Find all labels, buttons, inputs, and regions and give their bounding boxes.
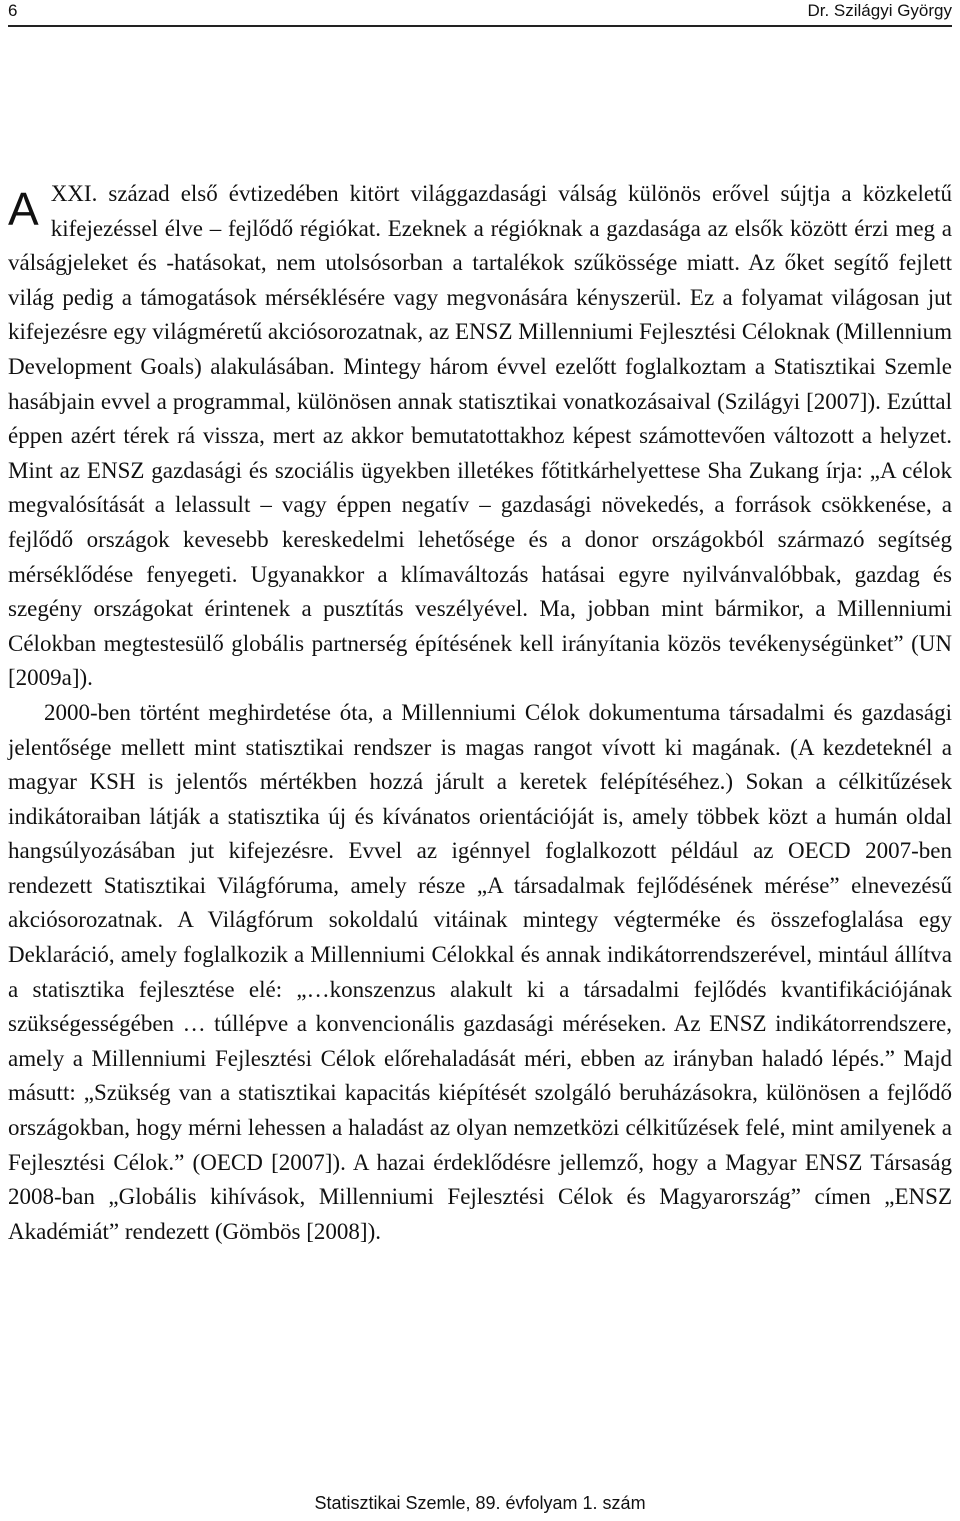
page-number: 6	[8, 1, 18, 20]
paragraph-2-text: 2000-ben történt meghirdetése óta, a Millenniumi Célok dokumentuma társadalmi és gazdasági jelentősége mellett mint statisztikai rendszer is magas rangot vívott ki magának. (A kezdeteknél a magyar KSH is jelentős mértékben hozzá járult a keretek felépítéséhez.) Sokan a célkitűzések indikátoraiban látják a statisztika új és kívánatos orientációját is, amely többek közt a humán oldal hangsúlyozásában jut kifejezésre. Evvel az igénnyel foglalkozott például az OECD 2007-ben rendezett Statisztikai Világfóruma, amely része „A társadalmak fejlődésének mérése” elnevezésű akciósorozatnak. A Világfórum sokoldalú vitáinak mintegy végterméke és összefoglalása egy Deklaráció, amely foglalkozik a Millenniumi Célokkal és annak indikátorrendszerével, mintául állítva a statisztika fejlesztése elé: „…konszenzus alakult ki a társadalmi fejlődés kvantifikációjának szükségességében … túllépve a konvencionális gazdasági méréseken. Az ENSZ indikátorrendszere, amely a Millenniumi Fejlesztési Célok előrehaladását méri, ebben az irányban haladó lépés.” Majd másutt: „Szükség van a statisztikai kapacitás kiépítését szolgáló beruházásokra, különösen a fejlődő országokban, hogy mérni lehessen a haladást az olyan nemzetközi célkitűzések felé, mint amilyenek a Fejlesztési Célok.” (OECD [2007]). A hazai érdeklődésre jellemző, hogy a Magyar ENSZ Társaság 2008-ban „Globális kihívások, Millenniumi Fejlesztési Célok és Magyarország” címen „ENSZ Akadémiát” rendezett (Gömbös [2008]).	[8, 699, 952, 1244]
running-head-author: Dr. Szilágyi György	[807, 1, 952, 20]
paragraph-2	[8, 696, 952, 1250]
article-body	[8, 177, 952, 1249]
running-footer: Statisztikai Szemle, 89. évfolyam 1. szám	[314, 1493, 646, 1513]
paragraph-1	[8, 177, 952, 696]
paragraph-1-text: XXI. század első évtizedében kitört világgazdasági válság különös erővel sújtja a közkeletű kifejezéssel élve – fejlődő régiókat. Ezeknek a régióknak a gazdasága az elsők között érzi meg a válságjeleket és -hatásokat, nem utolsósorban a tartalékok szűkössége miatt. Az őket segítő fejlett világ pedig a támogatások mérséklésére vagy megvonására kényszerül. Ez a folyamat világosan jut kifejezésre egy világméretű akciósorozatnak, az ENSZ Millenniumi Fejlesztési Céloknak (Millennium Development Goals) alakulásában. Mintegy három évvel ezelőtt foglalkoztam a Statisztikai Szemle hasábjain evvel a programmal, különösen annak statisztikai vonatkozásaival (Szilágyi [2007]). Ezúttal éppen azért térek rá vissza, mert az akkor bemutatottakhoz képest számottevően változott a helyzet. Mint az ENSZ gazdasági és szociális ügyekben illetékes főtitkárhelyettese Sha Zukang írja: „A célok megvalósítását a lelassult – vagy éppen negatív – gazdasági növekedés, a források csökkenése, a fejlődő országok kevesebb kereskedelmi lehetősége és a donor országokból származó segítség mérséklődése fenyegeti. Ugyanakkor a klímaváltozás hatásai egyre nyilvánvalóbbak, gazdag és szegény országokat érintenek a pusztítás veszélyével. Ma, jobban mint bármikor, a Millenniumi Célokban megtestesülő globális partnerség építésének kell irányítania közös tevékenységünket” (UN [2009a]).	[8, 181, 952, 691]
header-rule	[8, 25, 952, 27]
drop-cap: A	[8, 183, 39, 235]
running-header	[8, 0, 952, 26]
